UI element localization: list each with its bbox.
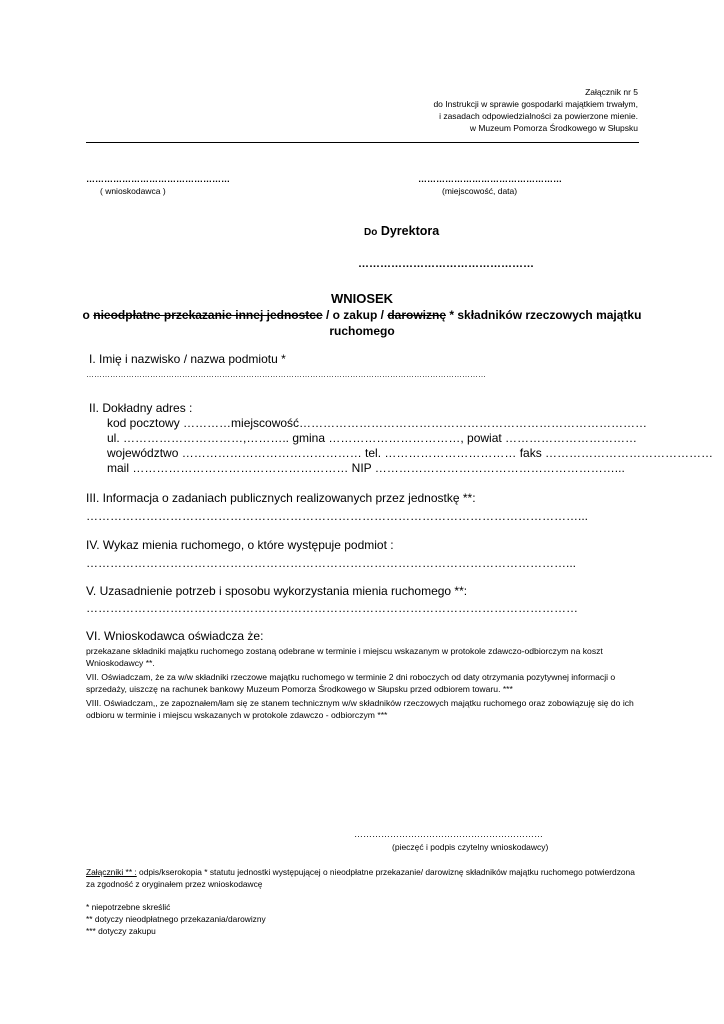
annex-header (433, 86, 638, 134)
subtitle-struck-transfer: nieodpłatne przekazanie innej jednostce (93, 308, 323, 322)
footnote-1: * niepotrzebne skreślić (86, 902, 171, 912)
document-title: WNIOSEK (330, 291, 394, 306)
addressee-to: Do (364, 227, 378, 238)
applicant-caption: ( wnioskodawca ) (100, 186, 166, 196)
annex-line-4: w Muzeum Pomorza Środkowego w Słupsku (469, 123, 638, 133)
section-4-label: IV. Wykaz mienia ruchomego, o które występuje podmiot : (86, 538, 394, 552)
attachments-text: odpis/kserokopia * statutu jednostki występującej o nieodpłatne przekazanie/ darowiznę składników majątku ruchomego potwierdzona za zgodność z oryginałem przez wnioskodawcę (86, 867, 635, 889)
section-2-voivodeship-line[interactable]: województwo ……………………………………… tel. …………………………… faks …………………………………… (107, 446, 714, 460)
addressee-line (364, 224, 439, 238)
applicant-dots[interactable]: ………………………………………… (86, 174, 230, 184)
document-subtitle-line2: ruchomego (329, 324, 395, 338)
signature-dots[interactable]: ……………………………………………………… (354, 829, 543, 839)
section-2-label: II. Dokładny adres : (89, 401, 193, 415)
section-6-label: VI. Wnioskodawca oświadcza że: (86, 629, 264, 643)
section-5-label: V. Uzasadnienie potrzeb i sposobu wykorzystania mienia ruchomego **: (86, 584, 468, 598)
addressee-dots[interactable]: ………………………………………… (358, 258, 534, 270)
section-2-street-line[interactable]: ul. …………………………,……….. gmina ……………………………, powiat …………………………… (107, 431, 638, 445)
annex-line-2: do Instrukcji w sprawie gospodarki majątkiem trwałym, (433, 99, 638, 109)
header-divider (86, 142, 639, 143)
section-4-dots[interactable]: …………………………………………………………………………………………………………... (86, 556, 577, 570)
section-6-paragraph: przekazane składniki majątku ruchomego zostaną odebrane w terminie i miejscu wskazanym w protokole zdawczo-odbiorczym na koszt Wnioskodawcy **. (86, 646, 603, 668)
attachments-label: Załączniki ** : (86, 867, 137, 877)
section-2-postal-line[interactable]: kod pocztowy …………miejscowość…………………………………………………………………………… (107, 416, 648, 430)
section-3-label: III. Informacja o zadaniach publicznych realizowanych przez jednostkę **: (86, 491, 476, 505)
section-3-dots[interactable]: ……………………………………………………………………………………………………………... (86, 509, 589, 523)
attachments-note (86, 867, 642, 890)
place-date-dots[interactable]: ………………………………………… (418, 174, 562, 184)
subtitle-purchase: / o zakup / (325, 308, 384, 322)
place-date-caption: (miejscowość, data) (442, 186, 518, 196)
signature-caption: (pieczęć i podpis czytelny wnioskodawcy) (392, 842, 549, 852)
section-7-paragraph: VII. Oświadczam, że za w/w składniki rzeczowe majątku ruchomego w terminie 2 dni roboczych od daty otrzymania pozytywnej informacji o sprzedaży, uiszczę na rachunek bankowy Muzeum Pomorza Środkowego w Słupsku przed odbiorem towaru. *** (86, 672, 616, 694)
annex-line-1: Załącznik nr 5 (585, 87, 638, 97)
document-subtitle (0, 307, 724, 324)
section-5-dots[interactable]: …………………………………………………………………………………………………………… (86, 601, 578, 615)
subtitle-o: o (82, 308, 90, 322)
addressee-director: Dyrektora (380, 224, 440, 238)
section-1-label: I. Imię i nazwisko / nazwa podmiotu * (89, 352, 286, 366)
subtitle-rest: * składników rzeczowych majątku (449, 308, 642, 322)
annex-line-3: i zasadach odpowiedzialności za powierzone mienie. (439, 111, 638, 121)
footnote-3: *** dotyczy zakupu (86, 926, 156, 936)
footnote-2: ** dotyczy nieodpłatnego przekazania/darowizny (86, 914, 266, 924)
section-1-dots[interactable]: …………………………………………………………………………………………………………………………………… (86, 370, 486, 379)
section-8-paragraph: VIII. Oświadczam,, ze zapoznałem/łam się ze stanem technicznym w/w składników rzeczowych majątku ruchomego oraz zobowiązuję się do ich odbioru w terminie i miejscu wskazanych w protokole zdawczo - odbiorczym *** (86, 698, 634, 720)
subtitle-struck-donation: darowiznę (387, 308, 447, 322)
section-2-mail-line[interactable]: mail ……………………………………………… NIP ……………………………………………………... (107, 461, 625, 475)
